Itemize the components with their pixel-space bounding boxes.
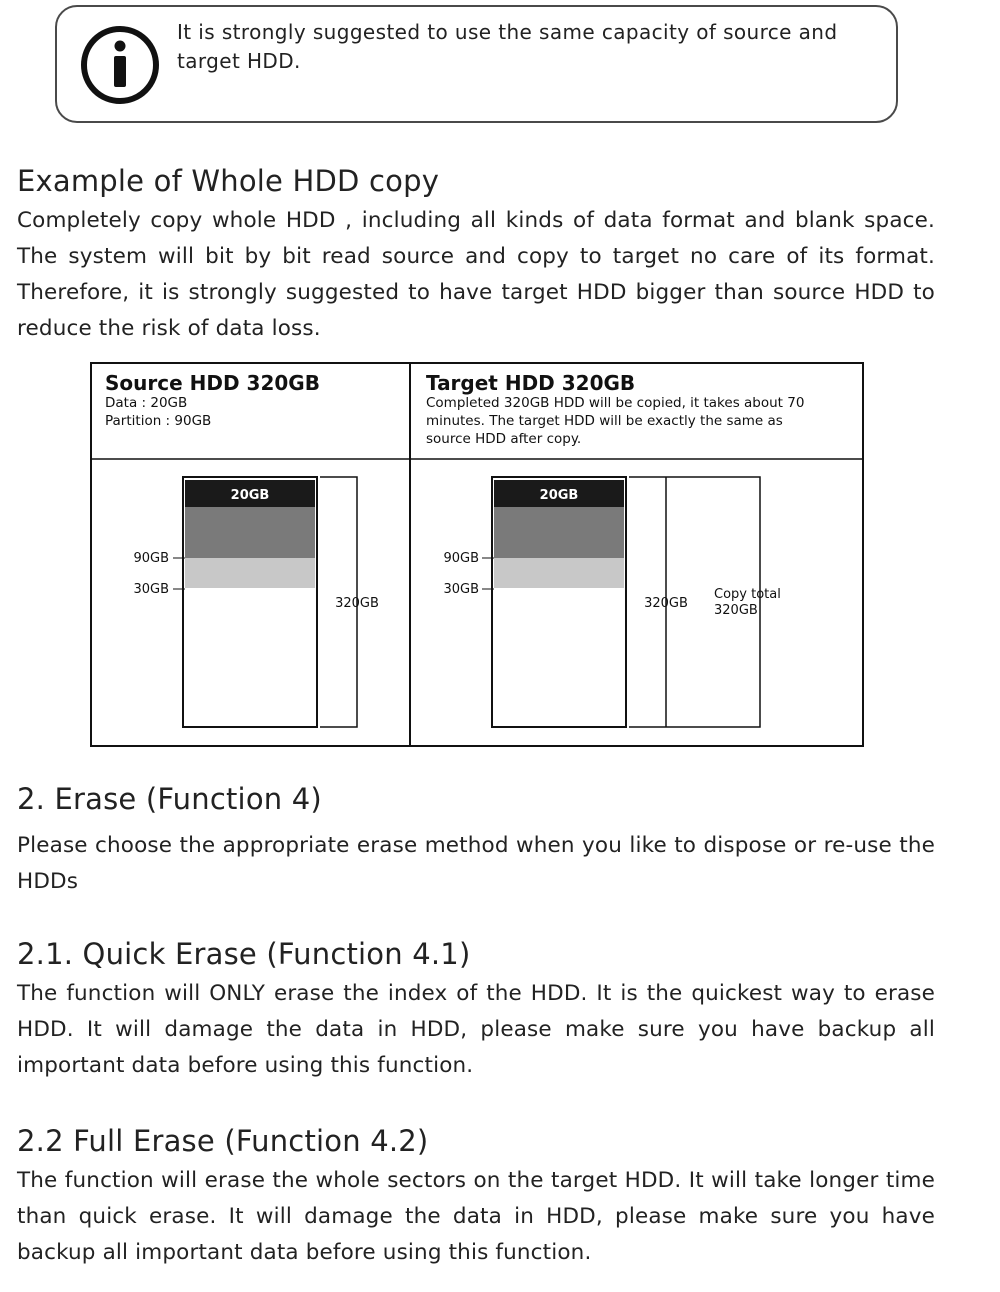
whole-copy-heading: Example of Whole HDD copy bbox=[17, 164, 440, 198]
info-note-text bbox=[177, 18, 887, 76]
source-free-block bbox=[185, 558, 315, 588]
target-disk bbox=[443, 477, 780, 727]
source-tick-30-label: 30GB bbox=[133, 582, 169, 597]
source-disk bbox=[133, 477, 378, 727]
target-title: Target HDD 320GB bbox=[426, 371, 636, 395]
info-note-line-2: target HDD. bbox=[177, 49, 301, 73]
target-tick-30-label: 30GB bbox=[443, 582, 479, 597]
target-desc-line-1: Completed 320GB HDD will be copied, it takes about 70 bbox=[426, 395, 805, 411]
quick-erase-heading: 2.1. Quick Erase (Function 4.1) bbox=[17, 937, 471, 971]
source-data-line: Data : 20GB bbox=[105, 395, 188, 411]
source-data-bar-label: 20GB bbox=[230, 488, 270, 503]
target-partition-block bbox=[494, 507, 624, 558]
source-tick-90-label: 90GB bbox=[133, 551, 169, 566]
quick-erase-paragraph: The function will ONLY erase the index of the HDD. It is the quickest way to erase HDD. It will damage the data in HDD, please make sure you have backup all important data before using this function. bbox=[17, 981, 935, 1078]
erase-heading: 2. Erase (Function 4) bbox=[17, 782, 322, 816]
erase-paragraph: Please choose the appropriate erase method when you like to dispose or re-use the HDDs bbox=[17, 833, 935, 894]
source-capacity-label: 320GB bbox=[335, 596, 379, 611]
target-desc-line-2: minutes. The target HDD will be exactly the same as bbox=[426, 413, 783, 429]
target-desc-line-3: source HDD after copy. bbox=[426, 431, 582, 447]
target-copy-line-1: Copy total bbox=[714, 587, 781, 602]
source-partition-block bbox=[185, 507, 315, 558]
whole-copy-paragraph: Completely copy whole HDD , including all kinds of data format and blank space. The system will bit by bit read source and copy to target no care of its format. Therefore, it is strongly suggested to have target HDD bigger than source HDD to reduce the risk of data loss. bbox=[17, 208, 935, 341]
source-title: Source HDD 320GB bbox=[105, 371, 320, 395]
target-data-bar-label: 20GB bbox=[539, 488, 579, 503]
target-tick-90-label: 90GB bbox=[443, 551, 479, 566]
hdd-copy-figure bbox=[90, 362, 864, 747]
full-erase-heading: 2.2 Full Erase (Function 4.2) bbox=[17, 1124, 429, 1158]
target-copy-line-2: 320GB bbox=[714, 603, 758, 618]
target-capacity-label: 320GB bbox=[644, 596, 688, 611]
info-icon bbox=[80, 25, 160, 105]
info-note-line-1: It is strongly suggested to use the same capacity of source and bbox=[177, 20, 838, 44]
source-partition-line: Partition : 90GB bbox=[105, 413, 212, 429]
target-free-block bbox=[494, 558, 624, 588]
full-erase-paragraph: The function will erase the whole sectors on the target HDD. It will take longer time than quick erase. It will damage the data in HDD, please make sure you have backup all important data before using this function. bbox=[17, 1168, 935, 1265]
